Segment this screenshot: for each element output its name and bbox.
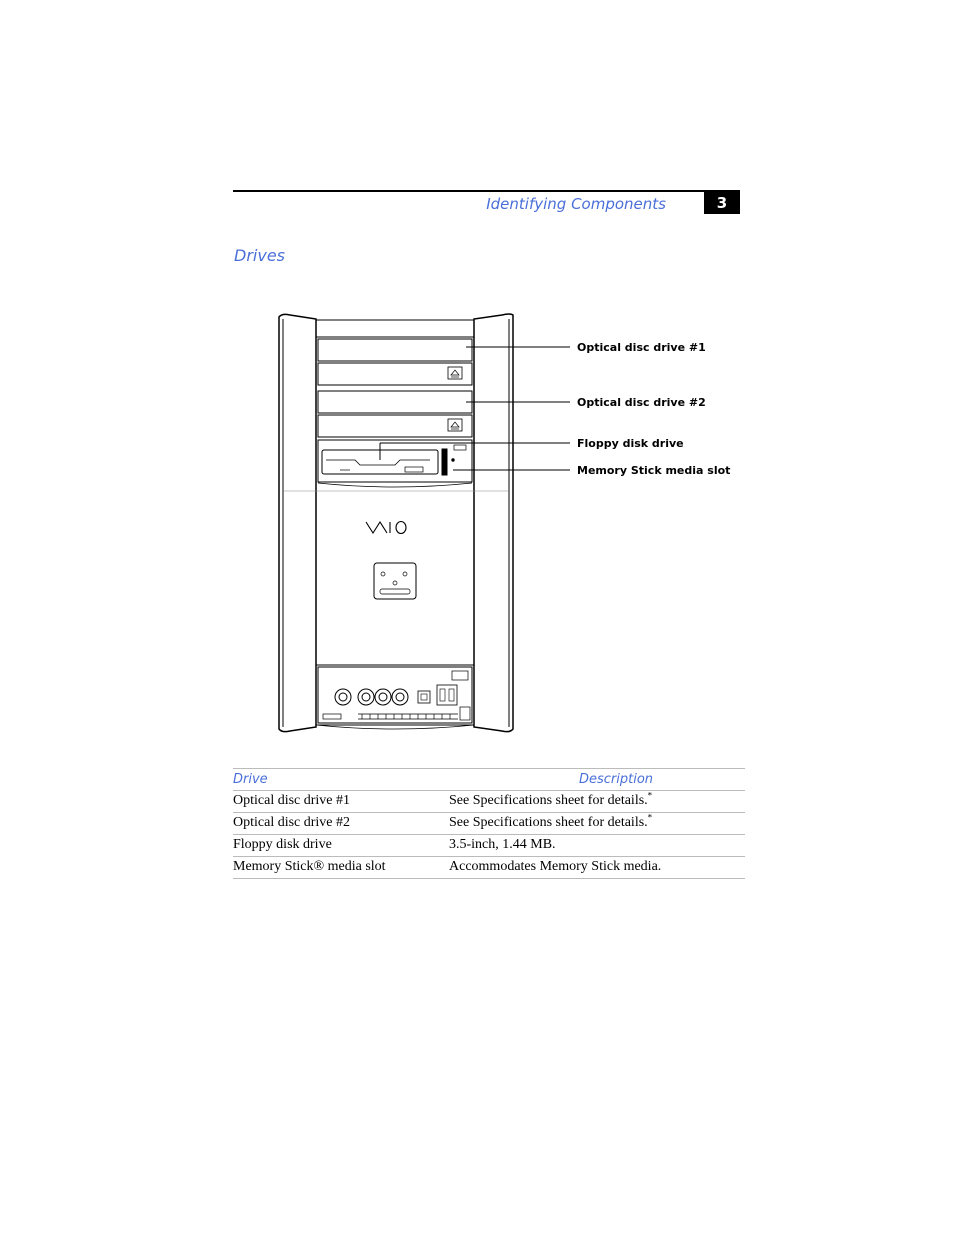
description-cell: 3.5-inch, 1.44 MB. [449,835,745,857]
section-title: Drives [234,246,285,265]
table-row [233,791,745,813]
drive-cell: Floppy disk drive [233,835,449,857]
drive-cell: Optical disc drive #2 [233,813,449,835]
table-header-row [233,769,745,791]
description-cell: See Specifications sheet for details.* [449,791,745,813]
drive-cell: Memory Stick® media slot [233,857,449,879]
callout-floppy-drive: Floppy disk drive [577,437,684,450]
description-cell: Accommodates Memory Stick media. [449,857,745,879]
footnote-marker: * [647,812,653,823]
header-rule [233,190,740,192]
column-header-description: Description [449,769,745,791]
callout-optical-drive-2: Optical disc drive #2 [577,396,706,409]
page-number: 3 [704,192,740,214]
drives-table [233,768,745,879]
footnote-marker: * [647,790,653,801]
description-cell: See Specifications sheet for details.* [449,813,745,835]
table-row [233,857,745,879]
table-row [233,813,745,835]
callout-memory-stick-slot: Memory Stick media slot [577,464,731,477]
computer-tower-illustration [270,305,750,740]
column-header-drive: Drive [233,769,449,791]
table-row [233,835,745,857]
drive-cell: Optical disc drive #1 [233,791,449,813]
callout-optical-drive-1: Optical disc drive #1 [577,341,706,354]
running-header-title: Identifying Components [486,195,666,213]
